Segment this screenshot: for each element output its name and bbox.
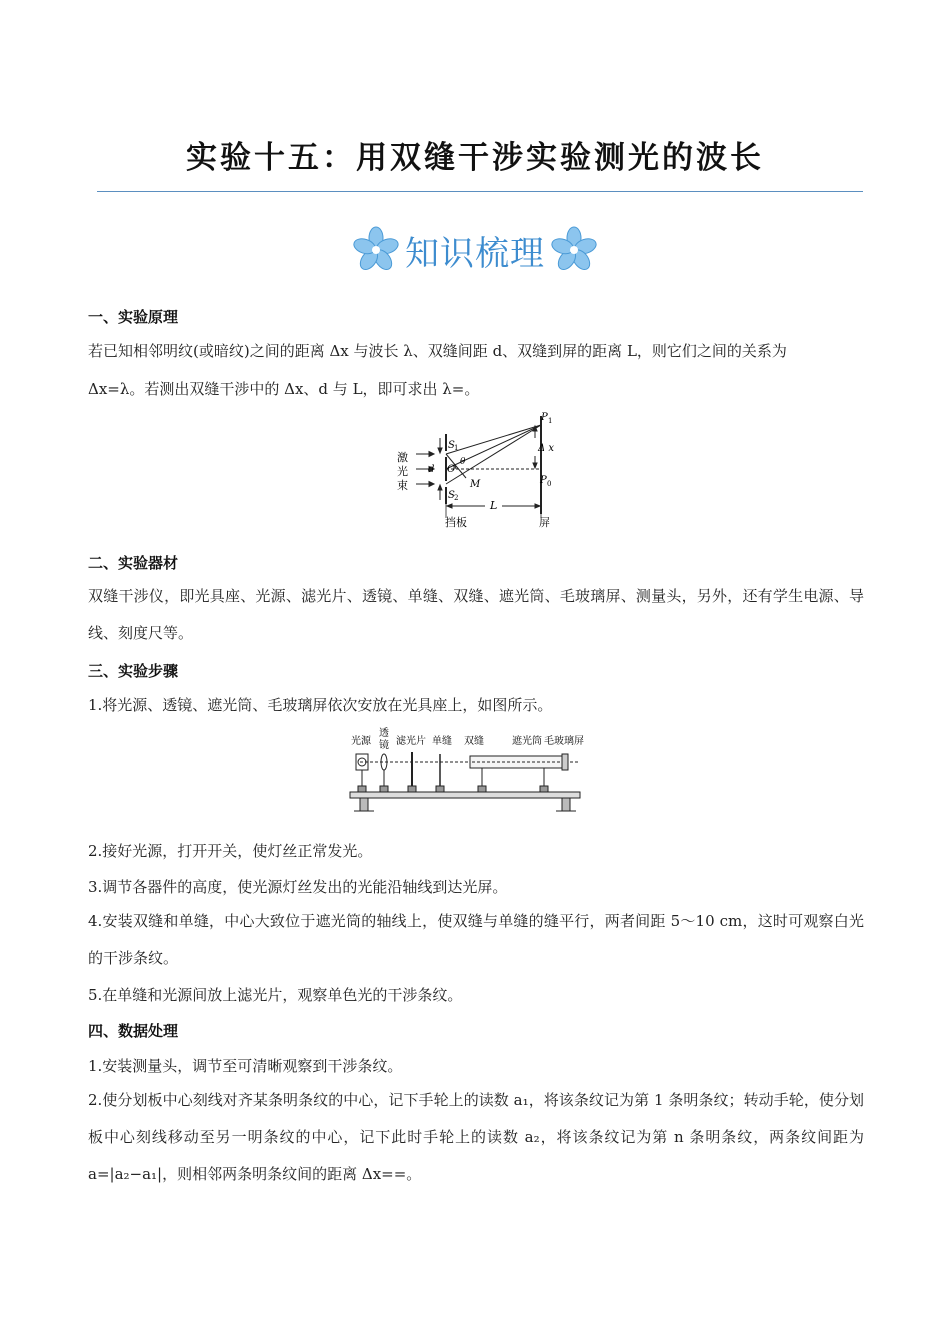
beam-label-1: 激 [397, 451, 408, 464]
lens-label-2: 镜 [379, 740, 389, 751]
data-step-2: 2.使分划板中心刻线对齐某条明条纹的中心，记下手轮上的读数 a₁，将该条纹记为第 1 条明条纹；转动手轮，使分划板中心刻线移动至另一明条纹的中心，记下此时手轮上的读数 a₂，将该条纹记为第 n 条明条纹，两条纹间距为 a=|a₂−a₁|，则相邻两条明条纹间的距离 Δx==。 [88, 1091, 864, 1183]
single-slit-label: 单缝 [432, 736, 452, 747]
section-heading-data: 四、数据处理 [88, 1022, 179, 1040]
page-title: 实验十五：用双缝干涉实验测光的波长 [186, 140, 764, 176]
d-label: d [428, 464, 435, 475]
light-source-label: 光源 [351, 736, 371, 747]
flower-icon [351, 225, 401, 275]
s2-label: S [448, 490, 455, 501]
data-step-1: 1.安装测量头，调节至可清晰观察到干涉条纹。 [88, 1057, 403, 1075]
section-heading-equipment: 二、实验器材 [88, 554, 179, 572]
dx-label: Δ x [538, 443, 555, 454]
step-4: 4.安装双缝和单缝，中心大致位于遮光筒的轴线上，使双缝与单缝的缝平行，两者间距 5～10 cm，这时可观察白光的干涉条纹。 [88, 912, 864, 967]
step-1: 1.将光源、透镜、遮光筒、毛玻璃屏依次安放在光具座上，如图所示。 [88, 696, 553, 714]
step-3: 3.调节各器件的高度，使光源灯丝发出的光能沿轴线到达光屏。 [88, 878, 508, 896]
p0-label: P [540, 475, 547, 486]
double-slit-diagram [390, 408, 565, 532]
s1-subscript: 1 [454, 444, 459, 452]
beam-label-2: 光 [397, 465, 408, 478]
beam-label-3: 束 [397, 479, 408, 492]
optical-bench-diagram [348, 726, 584, 818]
principle-text-2: Δx=λ。若测出双缝干涉中的 Δx、d 与 L，即可求出 λ=。 [88, 380, 480, 398]
filter-label: 滤光片 [396, 736, 426, 747]
tube-label: 遮光筒 [512, 736, 542, 747]
lens-label-1: 透 [379, 728, 389, 739]
equipment-text: 双缝干涉仪，即光具座、光源、滤光片、透镜、单缝、双缝、遮光筒、毛玻璃屏、测量头，另外，还有学生电源、导线、刻度尺等。 [88, 587, 864, 642]
p0-subscript: 0 [547, 480, 552, 488]
section-banner [0, 218, 950, 282]
theta-label: θ [460, 457, 466, 467]
section-heading-principle: 一、实验原理 [88, 308, 179, 326]
banner-title: 知识梳理 [405, 233, 545, 274]
title-divider [97, 191, 863, 192]
principle-text-1: 若已知相邻明纹(或暗纹)之间的距离 Δx 与波长 λ、双缝间距 d、双缝到屏的距离 L，则它们之间的关系为 [88, 342, 787, 360]
s1-label: S [448, 440, 455, 451]
l-label: L [490, 499, 498, 512]
step-5: 5.在单缝和光源间放上滤光片，观察单色光的干涉条纹。 [88, 986, 463, 1004]
section-heading-steps: 三、实验步骤 [88, 662, 179, 680]
screen-label: 屏 [539, 516, 550, 529]
o-label: O [447, 464, 456, 475]
flower-icon [549, 225, 599, 275]
board-label: 挡板 [445, 516, 467, 529]
frosted-screen-label: 毛玻璃屏 [544, 736, 584, 747]
s2-subscript: 2 [454, 494, 459, 502]
p1-subscript: 1 [548, 417, 553, 425]
step-2: 2.接好光源，打开开关，使灯丝正常发光。 [88, 842, 373, 860]
m-label: M [470, 479, 481, 490]
double-slit-label: 双缝 [464, 736, 484, 747]
p1-label: P [541, 412, 548, 423]
